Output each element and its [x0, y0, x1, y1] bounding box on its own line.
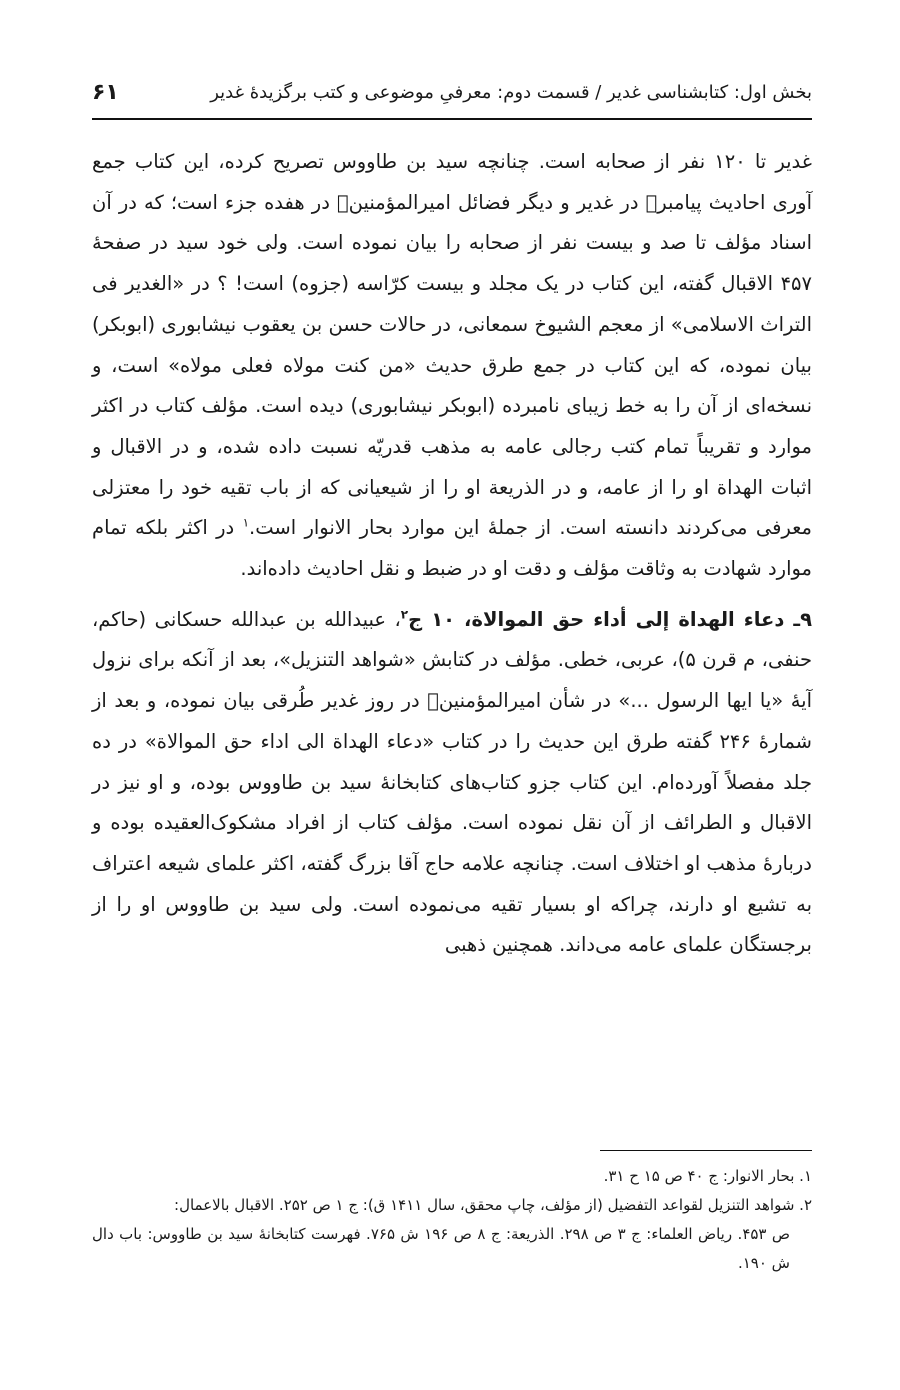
footnote-ref-2[interactable]: ۲	[400, 607, 409, 622]
book-page	[92, 0, 812, 1390]
footnote-2-continuation: ص ۴۵۳. ریاض العلماء: ج ۳ ص ۲۹۸. الذریعة: ج ۸ ص ۱۹۶ ش ۷۶۵. فهرست کتابخانهٔ سید بن طاووس: باب دال ش ۱۹۰.	[92, 1225, 791, 1272]
running-title: بخش اول: کتابشناسی غدیر / قسمت دوم: معرفیِ موضوعی و کتب برگزیدهٔ غدیر	[210, 81, 812, 103]
paragraph-2-text: ، عبیدالله بن عبدالله حسکانی (حاکم، حنفی، م قرن ۵)، عربی، خطی. مؤلف در کتابش «شواهد التنزیل»، بعد از آنکه برای نزول آیهٔ «یا ایها الرسول ...» در شأن امیرالمؤمنینؑ در روز غدیر طُرقی بیان نموده، و بعد از شمارهٔ ۲۴۶ گفته طرق این حدیث را در کتاب «دعاء الهداة الی اداء حق الموالاة» در ده جلد مفصلاً آورده‌ام. این کتاب جزو کتاب‌های کتابخانهٔ سید بن طاووس بوده، و او نیز در الاقبال و الطرائف از آن نقل نموده است. مؤلف کتاب از افراد مشکوک‌العقیده بوده و دربارهٔ مذهب او اختلاف است. چنانچه علامه حاج آقا بزرگ گفته، اکثر علمای شیعه اعتراف به تشیع او دارند، چراکه او بسیار تقیه می‌نموده است. ولی سید بن طاووس او را از برجستگان علمای عامه می‌داند. همچنین ذهبی	[92, 607, 812, 957]
footnote-ref-1[interactable]: ۱	[242, 515, 250, 530]
paragraph-1	[92, 142, 812, 590]
footnotes	[92, 1162, 812, 1278]
footnote-1: ۱. بحار الانوار: ج ۴۰ ص ۱۵ ح ۳۱.	[603, 1167, 812, 1185]
paragraph-2	[92, 600, 812, 966]
page-number: ۶۱	[92, 79, 119, 105]
footnote-2-text: ۲. شواهد التنزیل لقواعد التفضیل (از مؤلف، چاپ محقق، سال ۱۴۱۱ ق): ج ۱ ص ۲۵۲. الاقبال بالاعمال:	[174, 1196, 812, 1214]
running-header	[92, 72, 812, 112]
paragraph-1-text: غدیر تا ۱۲۰ نفر از صحابه است. چنانچه سید بن طاووس تصریح کرده، این کتاب جمع آوری احادیث پیامبرﷺ در غدیر و دیگر فضائل امیرالمؤمنینؑ در هفده جزء است؛ که در آن اسناد مؤلف تا صد و بیست نفر از صحابه را بیان نموده است. ولی خود سید در صفحهٔ ۴۵۷ الاقبال گفته، این کتاب در یک مجلد و بیست کرّاسه (جزوه) است! ؟ در «الغدیر فی التراث الاسلامی» از معجم الشیوخ سمعانی، در حالات حسن بن یعقوب نیشابوری (ابوبکر) بیان نموده، که این کتاب در جمع طرق حدیث «من کنت مولاه فعلی مولاه» است، و نسخه‌ای از آن را به خط زیبای نامبرده (ابوبکر نیشابوری) دیده است. مؤلف کتاب در اکثر موارد و تقریباً تمام کتب رجالی عامه به مذهب قدریّه نسبت داده شده، و در الاقبال و اثبات الهداة او را از عامه، و در الذریعة او را از شیعیانی که از باب تقیه خود را معتزلی معرفی می‌کردند دانسته است. از جملهٔ این موارد بحار الانوار است.	[92, 150, 813, 540]
footnote-2	[92, 1191, 812, 1278]
entry-heading: ۹ـ دعاء الهداة إلی أداء حق الموالاة، ۱۰ ج	[408, 607, 812, 631]
paragraph-1-tail: در اکثر بلکه تمام موارد شهادت به وثاقت مؤلف و دقت او در ضبط و نقل احادیث داده‌اند.	[92, 516, 812, 581]
main-text	[92, 142, 812, 966]
footnote-divider	[600, 1150, 812, 1151]
header-divider	[92, 118, 812, 120]
